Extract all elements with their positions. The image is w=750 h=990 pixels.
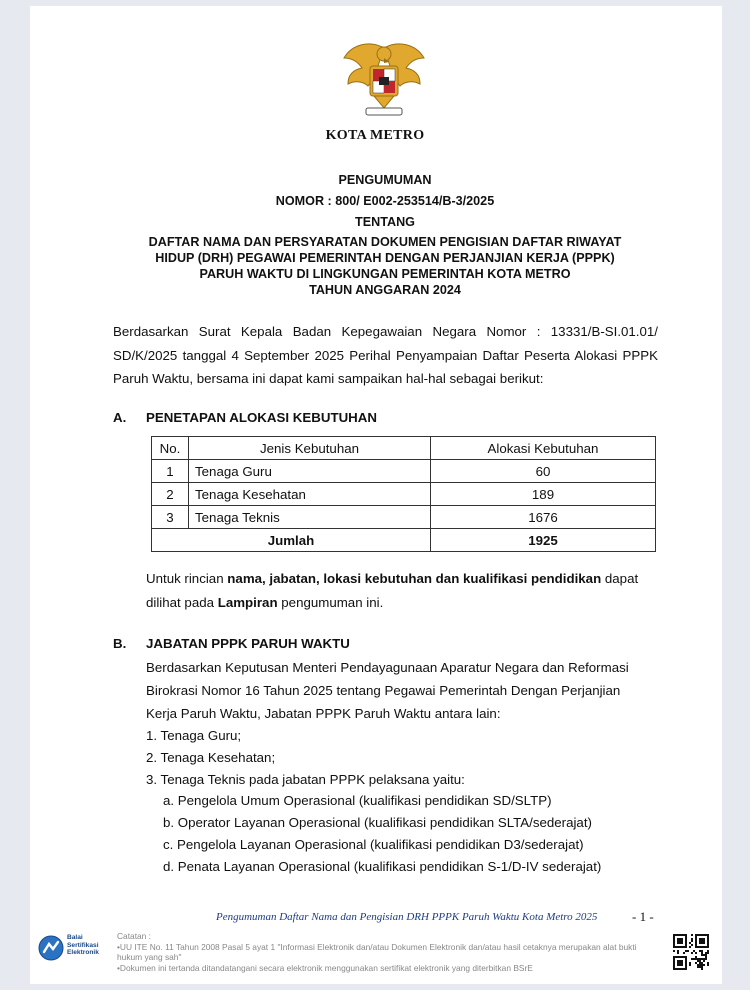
section-b-text-line: Kerja Paruh Waktu, Jabatan PPPK Paruh Waktu antara lain: (146, 706, 501, 721)
row-no: 3 (152, 506, 189, 529)
list-item: 1. Tenaga Guru; (146, 728, 242, 743)
page-number: - 1 - (632, 909, 654, 924)
section-b-text-line: Birokrasi Nomor 16 Tahun 2025 tentang Pegawai Pemerintah Dengan Perjanjian (146, 683, 621, 698)
row-jenis: Tenaga Kesehatan (189, 483, 431, 506)
sub-list-item: b. Operator Layanan Operasional (kualifikasi pendidikan SLTA/sederajat) (163, 815, 592, 830)
city-name: KOTA METRO (325, 128, 425, 143)
sub-list-item: a. Pengelola Umum Operasional (kualifikasi pendidikan SD/SLTP) (163, 793, 552, 808)
footer-running-title: Pengumuman Daftar Nama dan Pengisian DRH PPPK Paruh Waktu Kota Metro 2025 (216, 911, 598, 923)
subject-line: TAHUN ANGGARAN 2024 (309, 283, 461, 297)
section-b-letter: B. (113, 636, 127, 651)
footer-notes (117, 931, 663, 973)
subject-line: PARUH WAKTU DI LINGKUNGAN PEMERINTAH KOTA METRO (199, 267, 571, 281)
notes-item: •UU ITE No. 11 Tahun 2008 Pasal 5 ayat 1 "Informasi Elektronik dan/atau Dokumen Elektronik dan/atau hasil cetaknya merupakan alat bukti hukum yang sah" (117, 941, 637, 962)
section-b-title: JABATAN PPPK PARUH WAKTU (146, 636, 350, 651)
header-alokasi: Alokasi Kebutuhan (431, 437, 656, 460)
section-b-text-line: Berdasarkan Keputusan Menteri Pendayagunaan Aparatur Negara dan Reformasi (146, 660, 629, 675)
sub-list-item: c. Pengelola Layanan Operasional (kualifikasi pendidikan D3/sederajat) (163, 837, 584, 852)
notes-item: •Dokumen ini tertanda ditandatangani secara elektronik menggunakan sertifikat elektronik yang diterbitkan BSrE (117, 962, 533, 973)
section-a-title: PENETAPAN ALOKASI KEBUTUHAN (146, 410, 377, 425)
lampiran-note-line-2: dilihat pada Lampiran pengumuman ini. (146, 595, 384, 610)
header-jenis: Jenis Kebutuhan (189, 437, 431, 460)
table-row (152, 506, 656, 529)
sub-list-item: d. Penata Layanan Operasional (kualifikasi pendidikan S-1/D-IV sederajat) (163, 859, 602, 874)
header-no: No. (152, 437, 189, 460)
subject-line: DAFTAR NAMA DAN PERSYARATAN DOKUMEN PENGISIAN DAFTAR RIWAYAT (148, 235, 622, 249)
bsre-label: Balai Sertifikasi Elektronik (67, 934, 99, 956)
row-jenis: Tenaga Guru (189, 460, 431, 483)
lampiran-note-line-1: Untuk rincian nama, jabatan, lokasi kebutuhan dan kualifikasi pendidikan dapat (146, 571, 639, 586)
list-item: 3. Tenaga Teknis pada jabatan PPPK pelaksana yaitu: (146, 772, 465, 787)
intro-paragraph: Berdasarkan Surat Kepala Badan Kepegawaian Negara Nomor : 13331/B-SI.01.01/ SD/K/2025 tanggal 4 September 2025 Perihal Penyampaian Daftar Peserta Alokasi PPPK Paruh Waktu, bersama ini dapat kami sampaikan hal-hal sebagai berikut: (113, 324, 658, 386)
allocation-table (151, 436, 656, 552)
row-alokasi: 1676 (431, 506, 656, 529)
row-jenis: Tenaga Teknis (189, 506, 431, 529)
total-label: Jumlah (152, 529, 431, 552)
bsre-logo-icon (37, 934, 65, 962)
announcement-number: NOMOR : 800/ E002-253514/B-3/2025 (275, 194, 495, 208)
row-alokasi: 60 (431, 460, 656, 483)
notes-title: Catatan : (117, 931, 151, 941)
table-total-row (152, 529, 656, 552)
subject-line: HIDUP (DRH) PEGAWAI PEMERINTAH DENGAN PERJANJIAN KERJA (PPPK) (155, 251, 615, 265)
section-a-letter: A. (113, 410, 127, 425)
list-item: 2. Tenaga Kesehatan; (146, 750, 276, 765)
qr-code (673, 934, 709, 970)
announcement-about: TENTANG (355, 215, 415, 229)
row-no: 1 (152, 460, 189, 483)
row-alokasi: 189 (431, 483, 656, 506)
table-row (152, 483, 656, 506)
total-value: 1925 (431, 529, 656, 552)
table-header-row (152, 437, 656, 460)
announcement-title: PENGUMUMAN (338, 173, 432, 187)
garuda-emblem (340, 38, 428, 120)
table-row (152, 460, 656, 483)
row-no: 2 (152, 483, 189, 506)
